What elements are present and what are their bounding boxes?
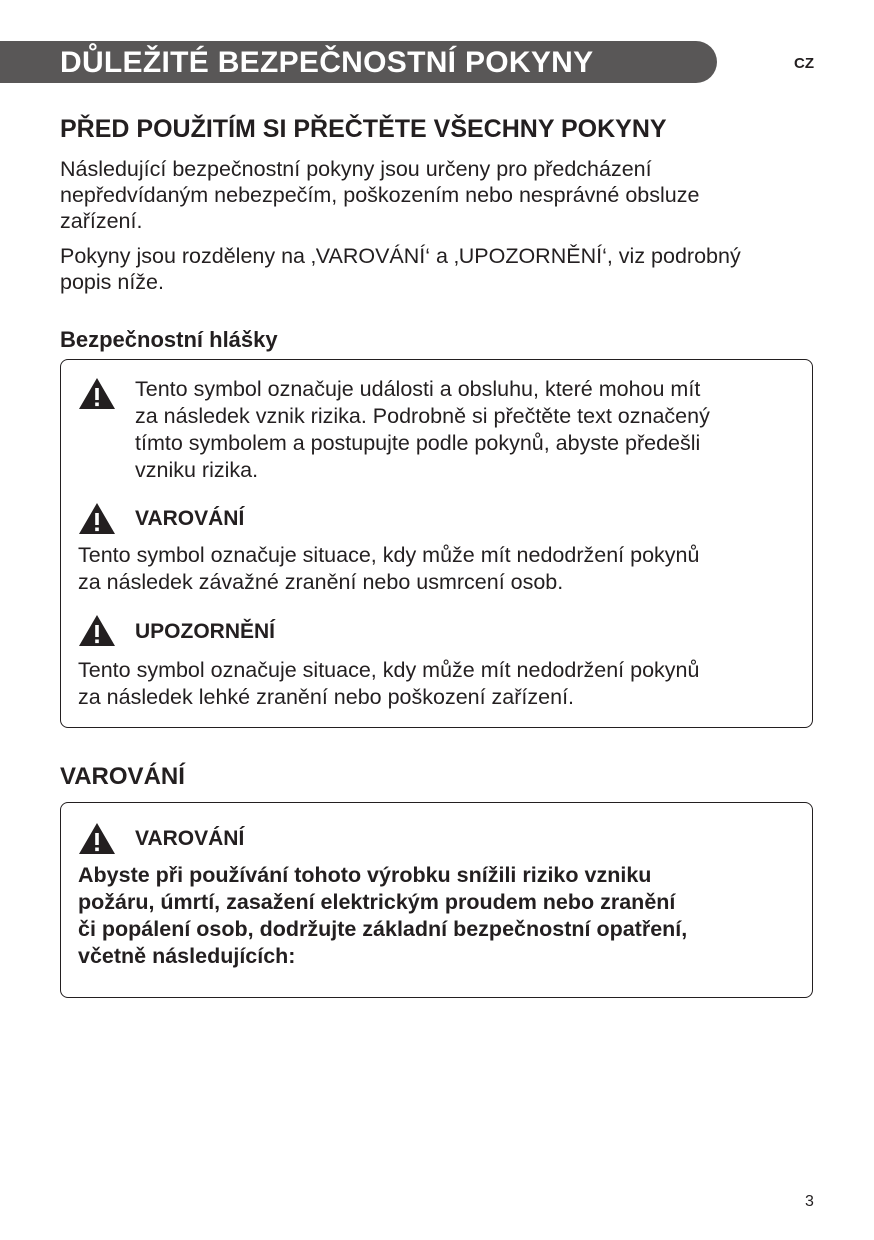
intro-paragraph-2 [60, 243, 830, 295]
warning-triangle-icon [78, 822, 116, 855]
warning-triangle-icon [78, 377, 116, 410]
section-banner [0, 41, 717, 83]
text-line: Tento symbol označuje situace, kdy může mít nedodržení pokynů [78, 543, 700, 567]
text-line: Tento symbol označuje situace, kdy může mít nedodržení pokynů [78, 658, 700, 682]
text-line: Následující bezpečnostní pokyny jsou určeny pro předcházení [60, 157, 652, 181]
warning-label: VAROVÁNÍ [135, 507, 245, 530]
warning-box [60, 802, 813, 998]
warning-box-text [78, 862, 687, 970]
safety-messages-box [60, 359, 813, 728]
text-line: Tento symbol označuje události a obsluhu, které mohou mít [135, 377, 701, 401]
text-line: nepředvídaným nebezpečím, poškozením nebo nesprávné obsluze [60, 183, 700, 207]
warning-triangle-icon [78, 614, 116, 647]
text-line: za následek vznik rizika. Podrobně si přečtěte text označený [135, 404, 710, 428]
symbol-description [135, 376, 710, 484]
text-line: Pokyny jsou rozděleny na ‚VAROVÁNÍ‘ a ‚UPOZORNĚNÍ‘, viz podrobný [60, 244, 741, 268]
page-title: DŮLEŽITÉ BEZPEČNOSTNÍ POKYNY [60, 46, 594, 79]
text-line: za následek lehké zranění nebo poškození zařízení. [78, 685, 575, 709]
text-line: tímto symbolem a postupujte podle pokynů, abyste předešli [135, 431, 701, 455]
text-line: popis níže. [60, 270, 164, 294]
text-line: či popálení osob, dodržujte základní bezpečnostní opatření, [78, 917, 688, 941]
caution-description [78, 657, 699, 711]
caution-label: UPOZORNĚNÍ [135, 620, 276, 643]
text-line: včetně následujících: [78, 944, 296, 968]
intro-paragraph-1 [60, 156, 830, 234]
text-line: za následek závažné zranění nebo usmrcení osob. [78, 570, 564, 594]
text-line: požáru, úmrtí, zasažení elektrickým proudem nebo zranění [78, 890, 676, 914]
safety-messages-heading: Bezpečnostní hlášky [60, 327, 278, 352]
language-code: CZ [794, 55, 814, 72]
text-line: zařízení. [60, 209, 143, 233]
warning-section-heading: VAROVÁNÍ [60, 763, 185, 790]
text-line: Abyste při používání tohoto výrobku snížili riziko vzniku [78, 863, 652, 887]
page-number: 3 [805, 1193, 814, 1210]
warning-triangle-icon [78, 502, 116, 535]
text-line: vzniku rizika. [135, 458, 259, 482]
warning-description [78, 542, 699, 596]
warning-box-label: VAROVÁNÍ [135, 827, 245, 850]
intro-heading: PŘED POUŽITÍM SI PŘEČTĚTE VŠECHNY POKYNY [60, 115, 667, 143]
